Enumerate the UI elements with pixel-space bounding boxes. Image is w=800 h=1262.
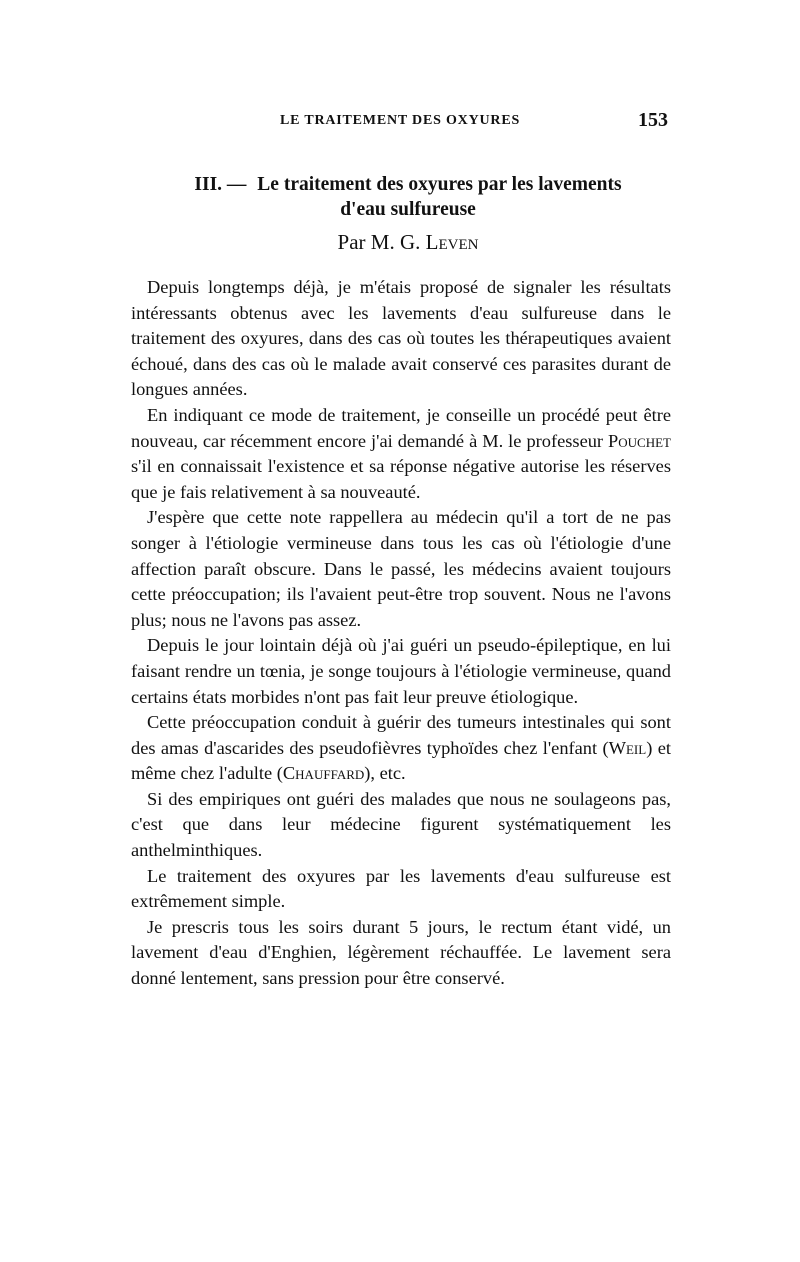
page-number: 153 [638,109,668,131]
paragraph-2-part-b: s'il en connaissait l'existence et sa réponse négative autorise les réserves que je fais relativement à sa nouveauté. [131,456,671,502]
body-text [131,275,671,992]
paragraph-5-name-2: Chauffard [282,763,365,784]
paragraph-2-part-a: En indiquant ce mode de traitement, je conseille un procédé peut être nouveau, car récemment encore j'ai demandé à M. le professeur [131,404,671,451]
paragraph-5-part-a: Cette préoccupation conduit à guérir des tumeurs intestinales qui sont des amas d'ascarides des pseudofièvres typhoïdes chez l'enfant ( [131,712,671,758]
paragraph-5-part-c: ), etc. [364,763,406,784]
section-title-line2: d'eau sulfureuse [340,199,476,220]
paragraph-2-name: Pouchet [608,430,671,451]
byline [148,230,668,255]
paragraph-5-name-1: Weil [608,737,647,758]
byline-author: Leven [425,230,479,254]
section-title [148,172,668,222]
paragraph-5-part-b: ) et même chez l'adulte ( [131,737,671,784]
paragraph-5 [131,710,671,787]
paragraph-4: Depuis le jour lointain déjà où j'ai guéri un pseudo-épileptique, en lui faisant rendre un tœnia, je songe toujours à l'étiologie vermineuse, quand certains états morbides n'ont pas fait leur preuve étiologique. [131,635,671,707]
paragraph-2 [131,403,671,505]
section-title-line1: Le traitement des oxyures par les lavements [257,174,622,195]
paragraph-7: Le traitement des oxyures par les lavements d'eau sulfureuse est extrêmement simple. [131,865,671,912]
section-number: III. — [194,174,247,195]
paragraph-1: Depuis longtemps déjà, je m'étais proposé de signaler les résultats intéressants obtenus avec les lavements d'eau sulfureuse dans le traitement des oxyures, dans des cas où toutes les thérapeutiques avaient échoué, dans des cas où le malade avait conservé ces parasites durant de longues années. [131,277,671,400]
paragraph-6: Si des empiriques ont guéri des malades que nous ne soulageons pas, c'est que dans leur médecine figurent systématiquement les anthelminthiques. [131,788,671,861]
byline-prefix: Par M. G. [337,230,421,254]
running-head: LE TRAITEMENT DES OXYURES [280,113,521,128]
paragraph-3: J'espère que cette note rappellera au médecin qu'il a tort de ne pas songer à l'étiologie vermineuse dans tous les cas où l'étiologie d'une affection paraît obscure. Dans le passé, les médecins avaient toujours cette préoccupation; ils l'avaient peut-être trop souvent. Nous ne l'avons plus; nous ne l'avons pas assez. [131,507,671,630]
paragraph-8: Je prescris tous les soirs durant 5 jours, le rectum étant vidé, un lavement d'eau d'Enghien, légèrement réchauffée. Le lavement sera donné lentement, sans pression pour être conservé. [131,916,671,989]
